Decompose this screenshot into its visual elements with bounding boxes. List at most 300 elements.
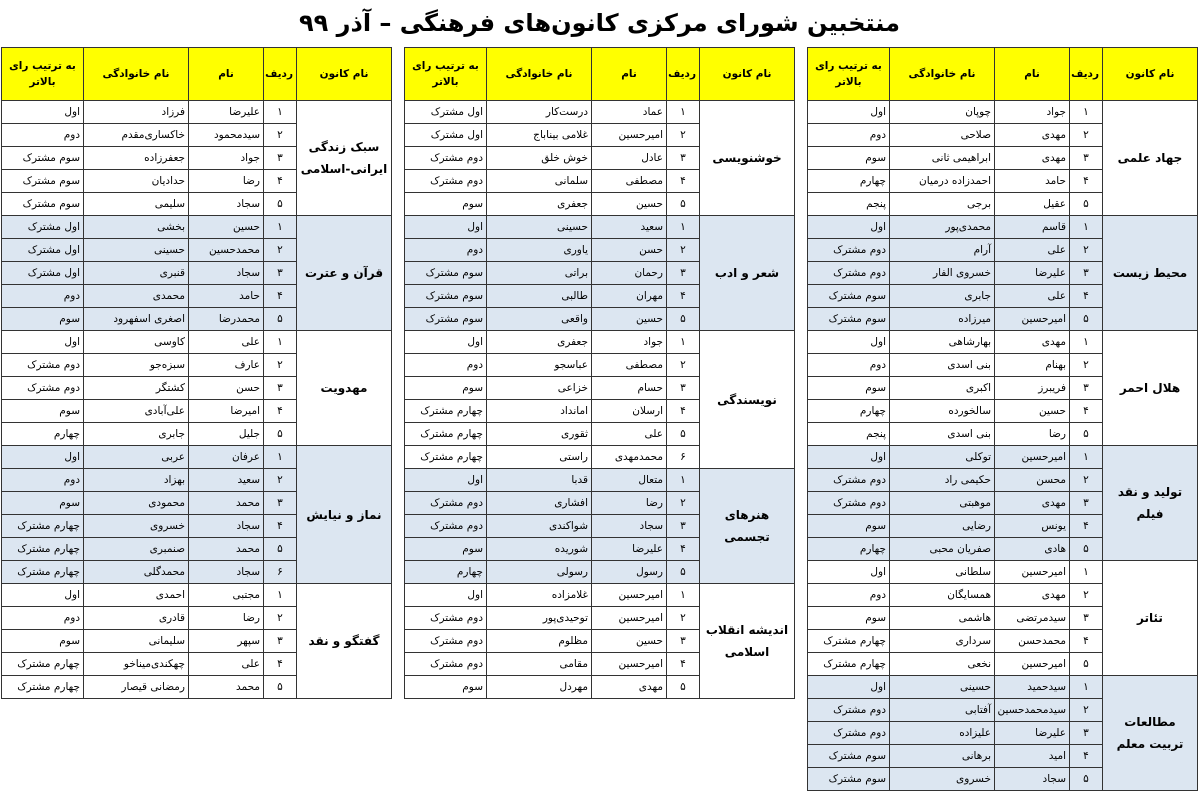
- last-name: بهارشاهی: [890, 331, 995, 354]
- row-number: ۴: [667, 538, 700, 561]
- council-table: [807, 47, 1198, 791]
- last-name: اصغری اسفهرود: [84, 308, 189, 331]
- last-name: مهردل: [487, 676, 592, 699]
- row-number: ۵: [1070, 193, 1103, 216]
- first-name: مهدی: [995, 124, 1070, 147]
- rank: دوم: [2, 285, 84, 308]
- table-row: [808, 446, 1198, 469]
- row-number: ۴: [264, 653, 297, 676]
- rank: چهارم: [2, 423, 84, 446]
- row-number: ۲: [1070, 354, 1103, 377]
- first-name: سجاد: [189, 561, 264, 584]
- table-row: [2, 331, 392, 354]
- row-number: ۳: [667, 515, 700, 538]
- first-name: امیرحسین: [592, 124, 667, 147]
- rank: اول مشترک: [405, 101, 487, 124]
- club-group: [405, 584, 795, 699]
- table-column-middle: [404, 47, 794, 699]
- first-name: مهدی: [995, 492, 1070, 515]
- first-name: قاسم: [995, 216, 1070, 239]
- rank: اول: [2, 331, 84, 354]
- last-name: صنمبری: [84, 538, 189, 561]
- last-name: برجی: [890, 193, 995, 216]
- last-name: سبزه‌جو: [84, 354, 189, 377]
- row-number: ۵: [667, 423, 700, 446]
- page-title: منتخبین شورای مرکزی کانون‌های فرهنگی – آذر ۹۹: [299, 9, 900, 37]
- club-name: محیط زیست: [1103, 216, 1198, 331]
- rank: سوم مشترک: [2, 170, 84, 193]
- club-name: گفتگو و نقد: [297, 584, 392, 699]
- last-name: هاشمی: [890, 607, 995, 630]
- header-first-name: نام: [189, 48, 264, 101]
- first-name: امیرحسین: [995, 308, 1070, 331]
- last-name: خزاعی: [487, 377, 592, 400]
- rank: دوم: [808, 124, 890, 147]
- rank: دوم مشترک: [405, 170, 487, 193]
- last-name: جعفرزاده: [84, 147, 189, 170]
- rank: سوم: [405, 377, 487, 400]
- club-group: [2, 331, 392, 446]
- rank: دوم مشترک: [2, 377, 84, 400]
- last-name: شوریده: [487, 538, 592, 561]
- rank: سوم: [2, 400, 84, 423]
- row-number: ۴: [667, 285, 700, 308]
- header-first-name: نام: [995, 48, 1070, 101]
- row-number: ۱: [1070, 676, 1103, 699]
- row-number: ۲: [264, 607, 297, 630]
- row-number: ۲: [1070, 469, 1103, 492]
- table-column-left: [1, 47, 391, 699]
- rank: چهارم مشترک: [405, 446, 487, 469]
- club-group: [405, 101, 795, 216]
- last-name: خاکساری‌مقدم: [84, 124, 189, 147]
- last-name: خسروی الفار: [890, 262, 995, 285]
- first-name: امیرحسین: [995, 446, 1070, 469]
- rank: سوم مشترک: [405, 262, 487, 285]
- last-name: اکبری: [890, 377, 995, 400]
- row-number: ۴: [264, 515, 297, 538]
- row-number: ۴: [667, 400, 700, 423]
- first-name: محمدحسین: [189, 239, 264, 262]
- rank: پنجم: [808, 193, 890, 216]
- first-name: امیرحسین: [592, 607, 667, 630]
- first-name: رضا: [189, 170, 264, 193]
- club-name: تولید و نقد فیلم: [1103, 446, 1198, 561]
- row-number: ۳: [1070, 262, 1103, 285]
- last-name: علی‌آبادی: [84, 400, 189, 423]
- last-name: جعفری: [487, 193, 592, 216]
- rank: اول مشترک: [2, 216, 84, 239]
- row-number: ۵: [1070, 653, 1103, 676]
- first-name: محمد: [189, 492, 264, 515]
- first-name: علیرضا: [995, 262, 1070, 285]
- rank: دوم مشترک: [808, 492, 890, 515]
- last-name: میرزاده: [890, 308, 995, 331]
- rank: سوم: [405, 538, 487, 561]
- row-number: ۲: [1070, 699, 1103, 722]
- last-name: کشتگر: [84, 377, 189, 400]
- rank: سوم: [405, 193, 487, 216]
- row-number: ۴: [1070, 515, 1103, 538]
- first-name: محسن: [995, 469, 1070, 492]
- row-number: ۳: [264, 492, 297, 515]
- rank: اول مشترک: [2, 239, 84, 262]
- last-name: شواکندی: [487, 515, 592, 538]
- first-name: سیدمرتضی: [995, 607, 1070, 630]
- rank: سوم: [405, 676, 487, 699]
- rank: اول مشترک: [405, 124, 487, 147]
- header-row-number: ردیف: [264, 48, 297, 101]
- last-name: آفتابی: [890, 699, 995, 722]
- first-name: حسین: [592, 630, 667, 653]
- table-column-right: [807, 47, 1197, 791]
- club-name: مطالعات تربیت معلم: [1103, 676, 1198, 791]
- header-row: [405, 48, 795, 101]
- rank: سوم مشترک: [808, 768, 890, 791]
- first-name: محمدمهدی: [592, 446, 667, 469]
- header-first-name: نام: [592, 48, 667, 101]
- row-number: ۱: [264, 101, 297, 124]
- first-name: حسام: [592, 377, 667, 400]
- rank: دوم مشترک: [808, 239, 890, 262]
- last-name: رمضانی قیصار: [84, 676, 189, 699]
- row-number: ۱: [1070, 216, 1103, 239]
- rank: دوم مشترک: [405, 607, 487, 630]
- club-group: [2, 584, 392, 699]
- first-name: جواد: [189, 147, 264, 170]
- club-group: [2, 216, 392, 331]
- last-name: بهزاد: [84, 469, 189, 492]
- row-number: ۴: [667, 170, 700, 193]
- row-number: ۴: [264, 400, 297, 423]
- first-name: متعال: [592, 469, 667, 492]
- last-name: خوش خلق: [487, 147, 592, 170]
- first-name: محمد: [189, 538, 264, 561]
- table-row: [808, 331, 1198, 354]
- rank: سوم: [808, 147, 890, 170]
- rank: سوم: [808, 377, 890, 400]
- row-number: ۲: [667, 124, 700, 147]
- table-row: [808, 101, 1198, 124]
- rank: چهارم مشترک: [2, 515, 84, 538]
- row-number: ۵: [1070, 768, 1103, 791]
- first-name: ارسلان: [592, 400, 667, 423]
- last-name: محمدی: [84, 285, 189, 308]
- rank: اول: [2, 446, 84, 469]
- rank: دوم مشترک: [808, 722, 890, 745]
- header-row: [808, 48, 1198, 101]
- club-group: [405, 469, 795, 584]
- last-name: سلمانی: [487, 170, 592, 193]
- row-number: ۲: [264, 469, 297, 492]
- last-name: خسروی: [890, 768, 995, 791]
- row-number: ۲: [1070, 124, 1103, 147]
- first-name: سیدحمید: [995, 676, 1070, 699]
- last-name: براتی: [487, 262, 592, 285]
- last-name: حسینی: [890, 676, 995, 699]
- first-name: سجاد: [592, 515, 667, 538]
- first-name: حسین: [592, 193, 667, 216]
- row-number: ۴: [1070, 745, 1103, 768]
- row-number: ۲: [667, 239, 700, 262]
- club-group: [808, 446, 1198, 561]
- rank: چهارم مشترک: [405, 423, 487, 446]
- first-name: حسن: [189, 377, 264, 400]
- first-name: مهران: [592, 285, 667, 308]
- last-name: حسینی: [84, 239, 189, 262]
- club-name: هنرهای تجسمی: [700, 469, 795, 584]
- last-name: عباسجو: [487, 354, 592, 377]
- rank: سوم مشترک: [2, 147, 84, 170]
- club-name: اندیشه انقلاب اسلامی: [700, 584, 795, 699]
- rank: اول: [2, 584, 84, 607]
- row-number: ۱: [667, 469, 700, 492]
- club-group: [808, 676, 1198, 791]
- rank: دوم مشترک: [808, 262, 890, 285]
- row-number: ۶: [264, 561, 297, 584]
- rank: اول: [808, 101, 890, 124]
- header-last-name: نام خانوادگی: [890, 48, 995, 101]
- first-name: عارف: [189, 354, 264, 377]
- last-name: سالخورده: [890, 400, 995, 423]
- row-number: ۲: [1070, 584, 1103, 607]
- row-number: ۵: [1070, 538, 1103, 561]
- club-group: [405, 216, 795, 331]
- last-name: سلطانی: [890, 561, 995, 584]
- rank: چهارم مشترک: [2, 653, 84, 676]
- first-name: محمد: [189, 676, 264, 699]
- row-number: ۶: [667, 446, 700, 469]
- table-row: [808, 676, 1198, 699]
- club-name: نماز و نیایش: [297, 446, 392, 584]
- last-name: توکلی: [890, 446, 995, 469]
- rank: اول: [808, 216, 890, 239]
- rank: سوم: [2, 630, 84, 653]
- table-row: [405, 331, 795, 354]
- rank: دوم: [2, 124, 84, 147]
- club-group: [2, 101, 392, 216]
- council-table: [404, 47, 795, 699]
- rank: اول مشترک: [2, 262, 84, 285]
- first-name: رسول: [592, 561, 667, 584]
- last-name: عربی: [84, 446, 189, 469]
- row-number: ۳: [264, 377, 297, 400]
- header-club-name: نام کانون: [297, 48, 392, 101]
- first-name: علی: [995, 239, 1070, 262]
- last-name: واقعی: [487, 308, 592, 331]
- last-name: رسولی: [487, 561, 592, 584]
- last-name: بنی اسدی: [890, 423, 995, 446]
- header-row: [2, 48, 392, 101]
- row-number: ۴: [264, 285, 297, 308]
- last-name: بنی اسدی: [890, 354, 995, 377]
- first-name: رضا: [995, 423, 1070, 446]
- row-number: ۲: [1070, 239, 1103, 262]
- row-number: ۵: [667, 561, 700, 584]
- rank: دوم مشترک: [405, 492, 487, 515]
- last-name: حدادیان: [84, 170, 189, 193]
- row-number: ۳: [667, 147, 700, 170]
- last-name: محمدی‌پور: [890, 216, 995, 239]
- last-name: آرام: [890, 239, 995, 262]
- row-number: ۱: [264, 446, 297, 469]
- first-name: سجاد: [189, 515, 264, 538]
- rank: سوم مشترک: [808, 745, 890, 768]
- first-name: عرفان: [189, 446, 264, 469]
- last-name: ابراهیمی ثانی: [890, 147, 995, 170]
- rank: دوم: [405, 354, 487, 377]
- row-number: ۳: [264, 630, 297, 653]
- club-group: [808, 101, 1198, 216]
- rank: اول: [405, 584, 487, 607]
- row-number: ۴: [1070, 170, 1103, 193]
- header-club-name: نام کانون: [1103, 48, 1198, 101]
- last-name: محمودی: [84, 492, 189, 515]
- last-name: همسایگان: [890, 584, 995, 607]
- row-number: ۳: [667, 262, 700, 285]
- club-name: نویسندگی: [700, 331, 795, 469]
- first-name: یونس: [995, 515, 1070, 538]
- rank: اول: [405, 331, 487, 354]
- last-name: طالبی: [487, 285, 592, 308]
- last-name: موهبتی: [890, 492, 995, 515]
- row-number: ۳: [1070, 607, 1103, 630]
- last-name: بخشی: [84, 216, 189, 239]
- header-rank: به ترتیب رای بالاتر: [2, 48, 84, 101]
- rank: چهارم مشترک: [808, 653, 890, 676]
- row-number: ۳: [667, 630, 700, 653]
- first-name: امیرحسین: [995, 561, 1070, 584]
- first-name: مجتبی: [189, 584, 264, 607]
- first-name: جلیل: [189, 423, 264, 446]
- row-number: ۴: [667, 653, 700, 676]
- first-name: عماد: [592, 101, 667, 124]
- last-name: غلامزاده: [487, 584, 592, 607]
- row-number: ۳: [1070, 722, 1103, 745]
- last-name: جعفری: [487, 331, 592, 354]
- row-number: ۴: [1070, 630, 1103, 653]
- first-name: حسین: [995, 400, 1070, 423]
- row-number: ۱: [667, 584, 700, 607]
- club-group: [2, 446, 392, 584]
- first-name: حسین: [592, 308, 667, 331]
- first-name: رضا: [592, 492, 667, 515]
- first-name: مصطفی: [592, 354, 667, 377]
- club-name: هلال احمر: [1103, 331, 1198, 446]
- first-name: علیرضا: [189, 101, 264, 124]
- first-name: مهدی: [592, 676, 667, 699]
- rank: سوم مشترک: [405, 285, 487, 308]
- first-name: عقیل: [995, 193, 1070, 216]
- row-number: ۲: [667, 607, 700, 630]
- rank: دوم مشترک: [405, 515, 487, 538]
- club-group: [405, 331, 795, 469]
- row-number: ۵: [1070, 423, 1103, 446]
- row-number: ۱: [1070, 101, 1103, 124]
- last-name: امانداد: [487, 400, 592, 423]
- row-number: ۴: [1070, 400, 1103, 423]
- first-name: عادل: [592, 147, 667, 170]
- first-name: جواد: [592, 331, 667, 354]
- row-number: ۵: [264, 193, 297, 216]
- table-row: [405, 469, 795, 492]
- first-name: امیرحسین: [995, 653, 1070, 676]
- last-name: راستی: [487, 446, 592, 469]
- first-name: سیدمحمدحسین: [995, 699, 1070, 722]
- table-row: [2, 584, 392, 607]
- club-name: سبک زندگی ایرانی-اسلامی: [297, 101, 392, 216]
- club-name: جهاد علمی: [1103, 101, 1198, 216]
- rank: سوم مشترک: [405, 308, 487, 331]
- rank: دوم مشترک: [405, 147, 487, 170]
- last-name: افشاری: [487, 492, 592, 515]
- club-group: [808, 331, 1198, 446]
- header-row-number: ردیف: [1070, 48, 1103, 101]
- first-name: رضا: [189, 607, 264, 630]
- first-name: سپهر: [189, 630, 264, 653]
- row-number: ۲: [667, 354, 700, 377]
- last-name: مظلوم: [487, 630, 592, 653]
- rank: چهارم: [405, 561, 487, 584]
- first-name: بهنام: [995, 354, 1070, 377]
- table-row: [405, 584, 795, 607]
- club-name: قرآن و عترت: [297, 216, 392, 331]
- row-number: ۳: [264, 147, 297, 170]
- club-name: شعر و ادب: [700, 216, 795, 331]
- rank: سوم مشترک: [2, 193, 84, 216]
- last-name: سلیمانی: [84, 630, 189, 653]
- rank: دوم: [808, 354, 890, 377]
- last-name: غلامی بیناباج: [487, 124, 592, 147]
- header-last-name: نام خانوادگی: [487, 48, 592, 101]
- first-name: سعید: [592, 216, 667, 239]
- club-name: مهدویت: [297, 331, 392, 446]
- rank: سوم: [808, 607, 890, 630]
- last-name: صفریان محبی: [890, 538, 995, 561]
- row-number: ۵: [264, 308, 297, 331]
- first-name: محمدحسن: [995, 630, 1070, 653]
- table-row: [2, 216, 392, 239]
- club-group: [808, 216, 1198, 331]
- table-row: [405, 101, 795, 124]
- row-number: ۱: [1070, 331, 1103, 354]
- rank: اول: [808, 676, 890, 699]
- first-name: فریبرز: [995, 377, 1070, 400]
- first-name: سجاد: [189, 193, 264, 216]
- row-number: ۲: [264, 239, 297, 262]
- rank: دوم مشترک: [2, 354, 84, 377]
- club-name: تئاتر: [1103, 561, 1198, 676]
- row-number: ۱: [667, 216, 700, 239]
- last-name: حکیمی راد: [890, 469, 995, 492]
- first-name: رحمان: [592, 262, 667, 285]
- last-name: صلاحی: [890, 124, 995, 147]
- last-name: خسروی: [84, 515, 189, 538]
- header-rank: به ترتیب رای بالاتر: [405, 48, 487, 101]
- rank: دوم: [2, 607, 84, 630]
- rank: دوم مشترک: [808, 699, 890, 722]
- first-name: علیرضا: [995, 722, 1070, 745]
- header-row-number: ردیف: [667, 48, 700, 101]
- header-club-name: نام کانون: [700, 48, 795, 101]
- row-number: ۴: [1070, 285, 1103, 308]
- last-name: درست‌کار: [487, 101, 592, 124]
- rank: چهارم: [808, 170, 890, 193]
- last-name: کاوسی: [84, 331, 189, 354]
- first-name: حامد: [189, 285, 264, 308]
- row-number: ۱: [1070, 446, 1103, 469]
- header-last-name: نام خانوادگی: [84, 48, 189, 101]
